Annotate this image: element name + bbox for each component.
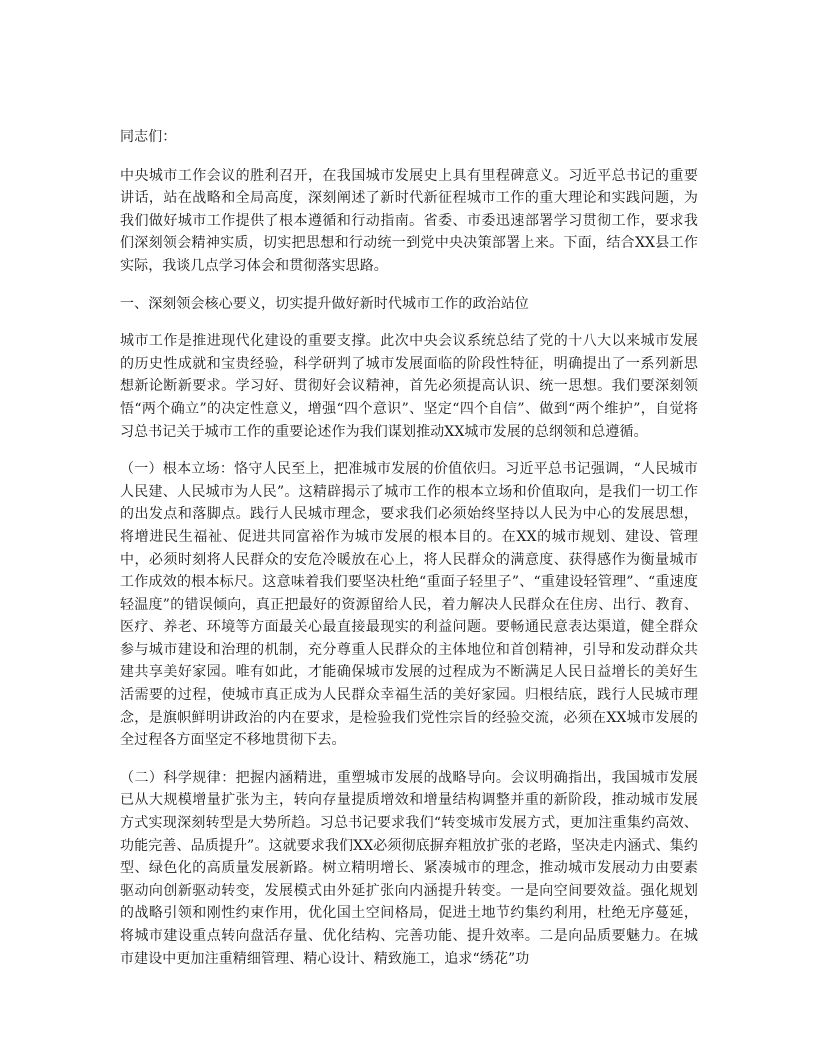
salutation: 同志们：	[120, 129, 177, 145]
section-heading: 一、深刻领会核心要义，切实提升做好新时代城市工作的政治站位	[120, 295, 529, 312]
intro-paragraph: 中央城市工作会议的胜利召开，在我国城市发展史上具有里程碑意义。习近平总书记的重要讲话，站在战略和全局高度，深刻阐述了新时代新征程城市工作的重大理论和实践问题，为我们做好城市工作提供了根本遵循和行动指南。省委、市委迅速部署学习贯彻工作，要求我们深刻领会精神实质，切实把思想和行动统一到党中央决策部署上来。下面，结合XX县工作实际，我谈几点学习体会和贯彻落实思路。	[120, 167, 698, 274]
section-body-paragraph: 城市工作是推进现代化建设的重要支撑。此次中央会议系统总结了党的十八大以来城市发展的历史性成就和宝贵经验，科学研判了城市发展面临的阶段性特征，明确提出了一系列新思想新论断新要求。学习好、贯彻好会议精神，首先必须提高认识、统一思想。我们要深刻领悟“两个确立”的决定性意义，增强“四个意识”、坚定“四个自信”、做到“两个维护”，自觉将习总书记关于城市工作的重要论述作为我们谋划推动XX城市发展的总纲领和总遵循。	[120, 333, 698, 440]
point-one-paragraph: （一）根本立场：恪守人民至上，把准城市发展的价值依归。习近平总书记强调，“人民城市人民建、人民城市为人民”。这精辟揭示了城市工作的根本立场和价值取向，是我们一切工作的出发点和落脚点。践行人民城市理念，要求我们必须始终坚持以人民为中心的发展思想，将增进民生福祉、促进共同富裕作为城市发展的根本目的。在XX的城市规划、建设、管理中，必须时刻将人民群众的安危冷暖放在心上，将人民群众的满意度、获得感作为衡量城市工作成效的根本标尺。这意味着我们要坚决杜绝“重面子轻里子”、“重建设轻管理”、“重速度轻温度”的错误倾向，真正把最好的资源留给人民，着力解决人民群众在住房、出行、教育、医疗、养老、环境等方面最关心最直接最现实的利益问题。要畅通民意表达渠道，健全群众参与城市建设和治理的机制，充分尊重人民群众的主体地位和首创精神，引导和发动群众共建共享美好家园。唯有如此，才能确保城市发展的过程成为不断满足人民日益增长的美好生活需要的过程，使城市真正成为人民群众幸福生活的美好家园。归根结底，践行人民城市理念，是旗帜鲜明讲政治的内在要求，是检验我们党性宗旨的经验交流，必须在XX城市发展的全过程各方面坚定不移地贯彻下去。	[120, 461, 698, 749]
point-two-paragraph: （二）科学规律：把握内涵精进，重塑城市发展的战略导向。会议明确指出，我国城市发展已从大规模增量扩张为主，转向存量提质增效和增量结构调整并重的新阶段，推动城市发展方式实现深刻转型是大势所趋。习总书记要求我们“转变城市发展方式，更加注重集约高效、功能完善、品质提升”。这就要求我们XX必须彻底摒弃粗放扩张的老路，坚决走内涵式、集约型、绿色化的高质量发展新路。树立精明增长、紧凑城市的理念，推动城市发展动力由要素驱动向创新驱动转变，发展模式由外延扩张向内涵提升转变。一是向空间要效益。强化规划的战略引领和刚性约束作用，优化国土空间格局，促进土地节约集约利用，杜绝无序蔓延，将城市建设重点转向盘活存量、优化结构、完善功能、提升效率。二是向品质要魅力。在城市建设中更加注重精细管理、精心设计、精致施工，追求“绣花”功	[120, 769, 698, 967]
document-page	[120, 126, 698, 970]
